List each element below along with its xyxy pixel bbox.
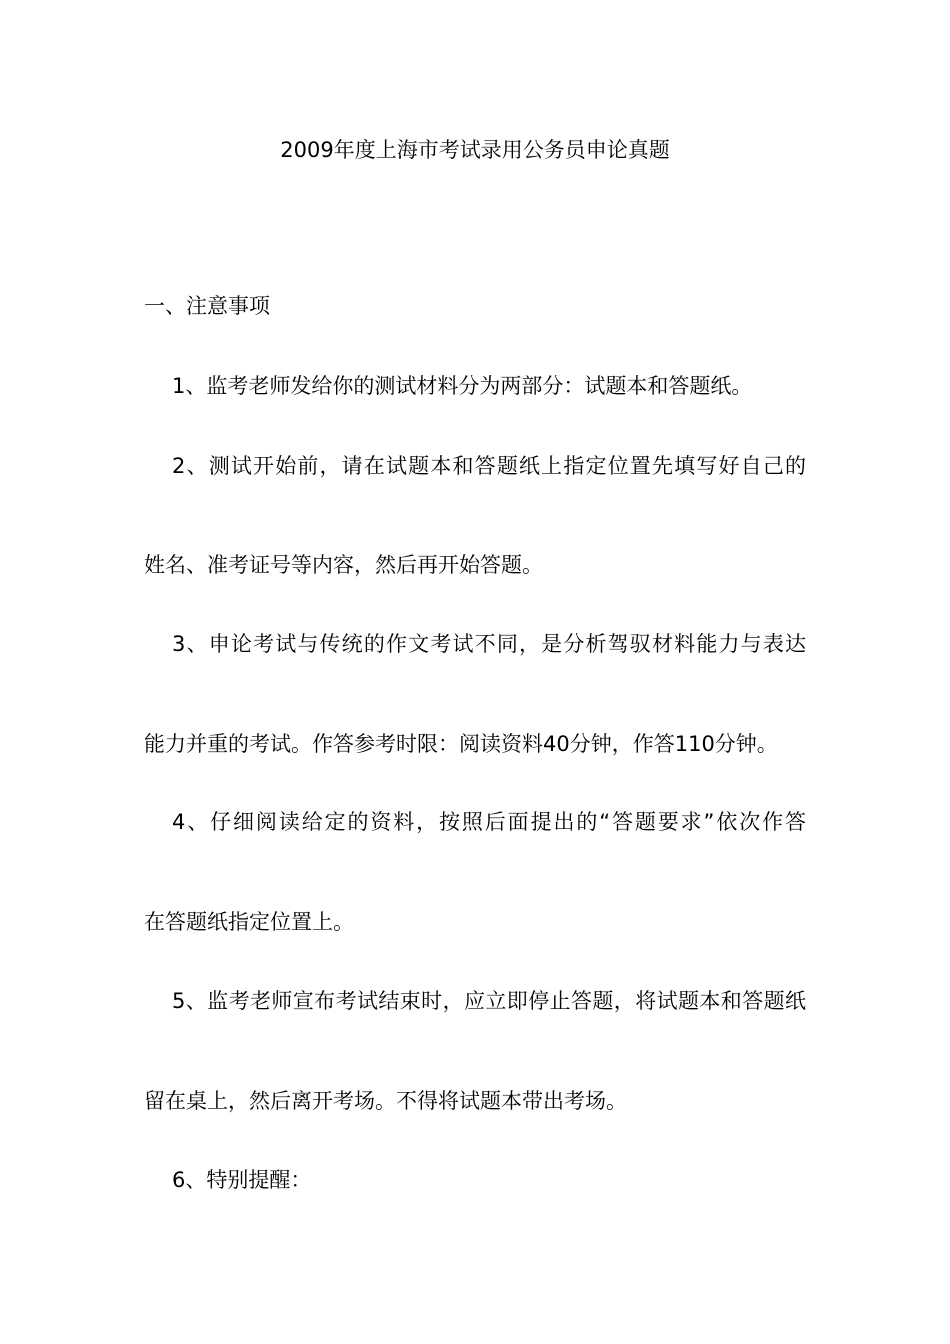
note-item-6: 6、特别提醒： <box>172 1168 312 1192</box>
note-item-3: 3、申论考试与传统的作文考试不同，是分析驾驭材料能力与表达 <box>172 632 806 656</box>
note-item-2-continued: 姓名、准考证号等内容，然后再开始答题。 <box>144 553 543 577</box>
note-item-5-continued: 留在桌上，然后离开考场。不得将试题本带出考场。 <box>144 1089 627 1113</box>
note-item-3-continued: 能力并重的考试。作答参考时限：阅读资料40分钟，作答110分钟。 <box>144 732 778 756</box>
note-item-4: 4、仔细阅读给定的资料，按照后面提出的“答题要求”依次作答 <box>172 810 806 834</box>
note-item-1: 1、监考老师发给你的测试材料分为两部分：试题本和答题纸。 <box>172 374 753 398</box>
note-item-5: 5、监考老师宣布考试结束时，应立即停止答题，将试题本和答题纸 <box>172 989 806 1013</box>
note-item-4-continued: 在答题纸指定位置上。 <box>144 910 354 934</box>
document-title: 2009年度上海市考试录用公务员申论真题 <box>280 138 670 162</box>
note-item-2: 2、测试开始前，请在试题本和答题纸上指定位置先填写好自己的 <box>172 454 806 478</box>
section-heading: 一、注意事项 <box>144 294 270 318</box>
